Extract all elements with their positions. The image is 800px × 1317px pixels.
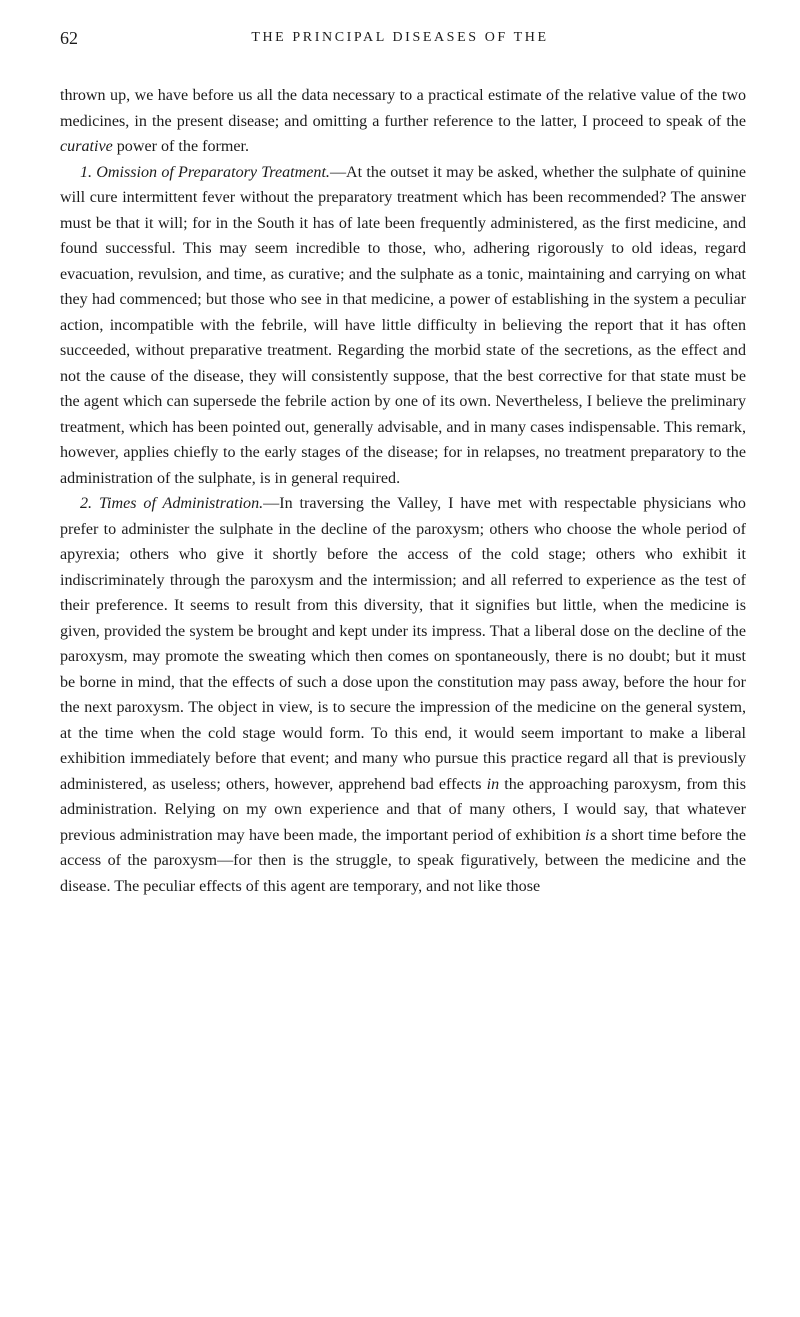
paragraph-continuation <box>60 83 746 160</box>
section-heading: 2. Times of Administration. <box>80 495 264 512</box>
paragraph-omission-of-preparatory-treatment <box>60 160 746 492</box>
body-text <box>60 83 746 899</box>
paragraph-times-of-administration <box>60 491 746 899</box>
paragraph-tail: a short time before the access of the paroxysm—for then is the struggle, to speak figuratively, between the medicine and the disease. The peculiar effects of this agent are temporary, and not like those <box>60 826 746 895</box>
paragraph-text: —At the outset it may be asked, whether the sulphate of quinine will cure intermittent fever without the preparatory treatment which has been recommended? The answer must be that it will; for in the South it has of late been frequently administered, as the first medicine, and found successful. This may seem incredible to those, who, adhering rigorously to old ideas, regard evacuation, revulsion, and time, as curative; and the sulphate as a tonic, maintaining and carrying on what they had commenced; but those who see in that medicine, a power of establishing in the system a peculiar action, incompatible with the febrile, will have little difficulty in believing the report that it has often succeeded, without preparative treatment. Regarding the morbid state of the secretions, as the effect and not the cause of the disease, they will consistently suppose, that the best corrective for that state must be the agent which can supersede the febrile action by one of its own. Nevertheless, I believe the preliminary treatment, which has been pointed out, generally advisable, and in many cases indispensable. This remark, however, applies chiefly to the early stages of the disease; for in relapses, no treatment preparatory to the administration of the sulphate, is in general required. <box>60 163 746 487</box>
paragraph-text: —In traversing the Valley, I have met with respectable physicians who prefer to administer the sulphate in the decline of the paroxysm; others who choose the whole period of apyrexia; others who give it shortly before the access of the cold stage; others who exhibit it indiscriminately through the paroxysm and the intermission; and all referred to experience as the test of their preference. It seems to result from this diversity, that it signifies but little, when the medicine is given, provided the system be brought and kept under its impress. That a liberal dose on the decline of the paroxysm, may promote the sweating which then comes on spontaneously, there is no doubt; but it must be borne in mind, that the effects of such a dose upon the constitution may pass away, before the hour for the next paroxysm. The object in view, is to secure the impression of the medicine on the general system, at the time when the cold stage would form. To this end, it would seem important to make a liberal exhibition immediately before that event; and many who pursue this practice regard all that is previously administered, as useless; others, however, apprehend bad effects <box>60 495 746 793</box>
emphasis-word: is <box>585 826 596 844</box>
emphasis-word: curative <box>60 138 113 155</box>
paragraph-tail: the approaching paroxysm, from this administration. Relying on my own experience and that of many others, I would say, that whatever previous administration may have been made, the important period of exhibition <box>60 775 746 844</box>
emphasis-word: in <box>486 775 500 793</box>
paragraph-tail: power of the former. <box>112 138 250 155</box>
running-head <box>60 28 740 52</box>
running-title: THE PRINCIPAL DISEASES OF THE <box>251 30 549 45</box>
paragraph-text: thrown up, we have before us all the data necessary to a practical estimate of the relative value of the two medicines, in the present disease; and omitting a further reference to the latter, I proceed to speak of the <box>60 87 746 130</box>
section-heading: 1. Omission of Preparatory Treatment. <box>80 163 330 181</box>
page-number: 62 <box>60 28 78 48</box>
